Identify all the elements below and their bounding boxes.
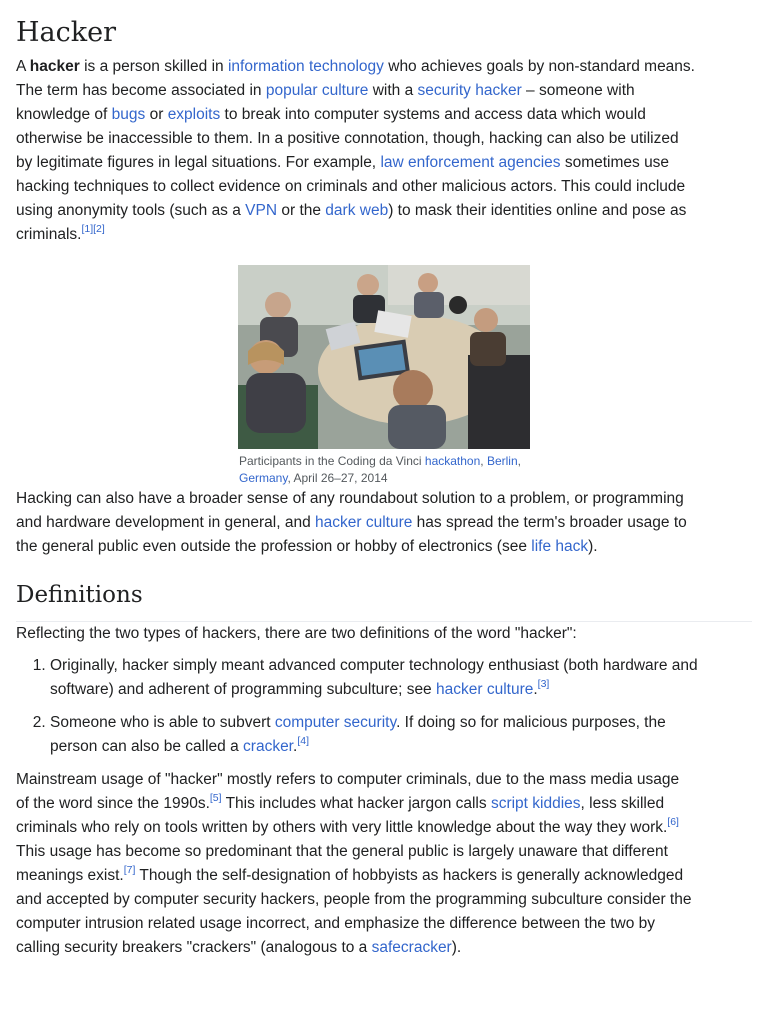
paragraph-text: Mainstream usage of "hacker" mostly refers to computer criminals, due to the mass media usage of the word since the 1990s. — [16, 771, 680, 812]
intro-text: or — [145, 106, 168, 123]
reference-link-1[interactable]: [1] — [81, 223, 94, 235]
link-cracker[interactable]: cracker — [243, 738, 293, 755]
link-hacker-culture[interactable]: hacker culture — [315, 514, 413, 531]
link-berlin[interactable]: Berlin — [486, 454, 518, 468]
definitions-list — [16, 654, 700, 759]
link-computer-security[interactable]: computer security — [274, 714, 397, 731]
caption-text: , April 26–27, 2014 — [287, 471, 388, 485]
paragraph-text: has spread the term's broader usage to the general public even outside the profession or hobby of electronics (see — [16, 514, 687, 555]
intro-text: A — [16, 58, 30, 75]
list-item-text: Someone who is able to subvert — [50, 714, 275, 731]
link-information-technology[interactable]: information technology — [227, 58, 384, 75]
paragraph-text: ). — [588, 538, 598, 555]
mainstream-usage-paragraph — [16, 768, 696, 960]
paragraph-text: This usage has become so predominant that the general public is largely unaware that different meanings exist. — [16, 843, 668, 884]
reference-link-2[interactable]: [2] — [93, 223, 105, 235]
reference-marker — [81, 223, 104, 235]
term-bold: hacker — [29, 58, 80, 75]
link-hacker-culture[interactable]: hacker culture — [436, 681, 534, 698]
intro-text: sometimes use hacking techniques to collect evidence on criminals and other malicious actors. This could include using anonymity tools (such as a — [16, 154, 686, 219]
caption-text: , — [517, 454, 521, 468]
reference-link-4[interactable]: [4] — [297, 735, 309, 747]
link-bugs[interactable]: bugs — [111, 106, 146, 123]
list-item-text: . — [293, 738, 298, 755]
section-heading-definitions: Definitions — [16, 579, 752, 622]
list-item-text: . If doing so for malicious purposes, the person can also be called a — [50, 714, 666, 755]
broader-sense-paragraph — [16, 487, 696, 559]
caption-text: , — [480, 454, 487, 468]
intro-text: ) to mask their identities online and pose as criminals. — [16, 202, 687, 243]
figure-hackathon — [238, 265, 530, 487]
paragraph-text: This includes what hacker jargon calls — [221, 795, 491, 812]
link-law-enforcement-agencies[interactable]: law enforcement agencies — [380, 154, 561, 171]
reference-marker — [667, 816, 679, 828]
intro-text: is a person skilled in — [79, 58, 228, 75]
caption-text: Participants in the Coding da Vinci — [239, 454, 425, 468]
reference-link-7[interactable]: [7] — [123, 864, 136, 876]
intro-paragraph — [16, 55, 696, 247]
intro-text: who achieves goals by non-standard means. The term has become associated in — [16, 58, 695, 99]
intro-text: – someone with knowledge of — [16, 82, 635, 123]
paragraph-text: ). — [451, 939, 462, 956]
link-safecracker[interactable]: safecracker — [371, 939, 452, 956]
list-item — [50, 654, 700, 702]
paragraph-text: Though the self-designation of hobbyists as hackers is generally acknowledged and accepted by computer security hackers, people from the programming subculture consider the computer intrusion related usage incorrect, and emphasize the difference between the two by calling security breakers "crackers" (analogous to a — [16, 867, 692, 956]
link-vpn[interactable]: VPN — [245, 202, 278, 219]
link-security-hacker[interactable]: security hacker — [417, 82, 522, 99]
intro-text: or the — [277, 202, 326, 219]
paragraph-text: , less skilled criminals who rely on tools written by others with very little knowledge about the way they work. — [16, 795, 668, 836]
reference-link-6[interactable]: [6] — [667, 816, 679, 828]
figure-caption — [238, 453, 530, 487]
reference-link-5[interactable]: [5] — [209, 792, 222, 804]
link-script-kiddies[interactable]: script kiddies — [490, 795, 581, 812]
paragraph-text: Hacking can also have a broader sense of any roundabout solution to a problem, or programming and hardware development in general, and — [16, 490, 684, 531]
link-popular-culture[interactable]: popular culture — [265, 82, 369, 99]
link-dark-web[interactable]: dark web — [325, 202, 389, 219]
intro-text: to break into computer systems and access data which would otherwise be inaccessible to them. In a positive connotation, though, hacking can also be utilized by legitimate figures in legal situations. For example, — [16, 106, 679, 171]
reference-marker — [210, 792, 222, 804]
intro-text: with a — [368, 82, 418, 99]
link-exploits[interactable]: exploits — [167, 106, 221, 123]
list-item — [50, 711, 700, 759]
link-hackathon[interactable]: hackathon — [424, 454, 481, 468]
reference-marker — [297, 735, 309, 747]
link-germany[interactable]: Germany — [239, 471, 288, 485]
list-item-text: . — [533, 681, 538, 698]
page-title: Hacker — [16, 17, 117, 48]
list-item-text: Originally, hacker simply meant advanced computer technology enthusiast (both hardware and software) and adherent of programming subculture; see — [50, 657, 698, 698]
link-life-hack[interactable]: life hack — [531, 538, 589, 555]
reference-marker — [124, 864, 136, 876]
hackathon-photo[interactable] — [238, 265, 530, 449]
reference-marker — [538, 678, 550, 690]
reference-link-3[interactable]: [3] — [537, 678, 550, 690]
definitions-lead: Reflecting the two types of hackers, there are two definitions of the word "hacker": — [16, 625, 577, 642]
